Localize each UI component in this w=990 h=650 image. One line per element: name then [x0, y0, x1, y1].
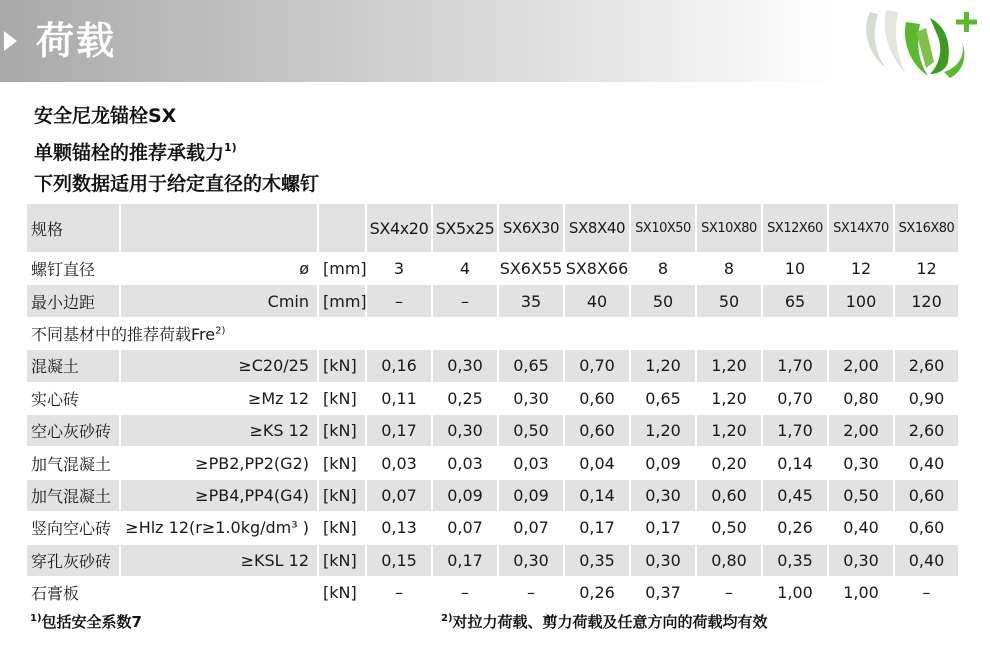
product-name: 安全尼龙锚栓SX	[34, 105, 177, 127]
cell-value: 1,00	[763, 577, 829, 609]
table-row	[27, 577, 960, 609]
footnote-2-text: 对拉力荷载、剪力荷载及任意方向的荷载均有效	[452, 613, 768, 631]
cell-value: 0,07	[433, 512, 499, 544]
footnote-2	[441, 611, 768, 632]
cell-value: 0,17	[631, 512, 697, 544]
screw-note-heading: 下列数据适用于给定直径的木螺钉	[34, 173, 320, 195]
row-unit: [kN]	[319, 512, 367, 544]
cell-value: 0,04	[565, 447, 631, 479]
cell-value: 3	[367, 253, 433, 285]
material-label: 石膏板	[27, 577, 121, 609]
cell-value: 0,70	[763, 383, 829, 415]
fischer-plus-logo-icon	[856, 2, 984, 82]
size-header: SX16X80	[895, 204, 960, 253]
size-header: SX5x25	[433, 204, 499, 253]
cell-value: 0,50	[697, 512, 763, 544]
material-label: 空心灰砂砖	[27, 415, 121, 447]
base-material-subheader	[27, 318, 960, 350]
cell-value: 10	[763, 253, 829, 285]
cell-value: 0,30	[433, 350, 499, 382]
table-row-subheader	[27, 318, 960, 350]
cell-value: 0,65	[499, 350, 565, 382]
cell-value: 0,14	[565, 480, 631, 512]
cell-value: 0,40	[829, 512, 895, 544]
cell-value: 50	[697, 285, 763, 317]
cell-value: 1,20	[697, 383, 763, 415]
size-header: SX4x20	[367, 204, 433, 253]
cell-value: 0,35	[763, 545, 829, 577]
size-header: SX8X40	[565, 204, 631, 253]
cell-value: 0,45	[763, 480, 829, 512]
cell-value: 0,03	[433, 447, 499, 479]
row-unit: [kN]	[319, 447, 367, 479]
footnote-1-mark: 1)	[30, 613, 42, 624]
load-table	[27, 204, 960, 609]
cell-value: 4	[433, 253, 499, 285]
cell-value: 0,30	[433, 415, 499, 447]
cell-value: SX8X66	[565, 253, 631, 285]
cell-value: 0,03	[499, 447, 565, 479]
cell-value: 0,20	[697, 447, 763, 479]
cell-value: 0,65	[631, 383, 697, 415]
subheader-text: 不同基材中的推荐荷载Fre	[31, 324, 216, 344]
cell-value: 0,30	[499, 545, 565, 577]
cell-value: 1,70	[763, 350, 829, 382]
size-header: SX10X50	[631, 204, 697, 253]
material-class: ≥C20/25	[121, 350, 319, 382]
spec-unit-cell	[319, 204, 367, 253]
cell-value: 0,70	[565, 350, 631, 382]
cell-value: 1,20	[631, 350, 697, 382]
footnote-2-mark: 2)	[441, 613, 453, 624]
cell-value: 1,20	[697, 415, 763, 447]
cell-value: 1,20	[631, 415, 697, 447]
cell-value: 2,00	[829, 350, 895, 382]
cell-value: 1,00	[829, 577, 895, 609]
size-header: SX14X70	[829, 204, 895, 253]
footnote-1-text: 包括安全系数7	[41, 613, 142, 631]
row-unit: [kN]	[319, 350, 367, 382]
row-unit: [kN]	[319, 577, 367, 609]
cell-value: –	[367, 577, 433, 609]
recommended-load-text: 单颗锚栓的推荐承载力	[34, 142, 225, 164]
footnote-ref-2: 2)	[215, 325, 226, 337]
table-row	[27, 350, 960, 382]
row-unit: [kN]	[319, 383, 367, 415]
cell-value: 8	[631, 253, 697, 285]
material-rows	[27, 350, 960, 609]
size-header: SX6X30	[499, 204, 565, 253]
row-symbol: ø	[121, 253, 319, 285]
cell-value: 0,07	[367, 480, 433, 512]
cell-value: 0,17	[367, 415, 433, 447]
cell-value: –	[697, 577, 763, 609]
row-symbol: Cmin	[121, 285, 319, 317]
material-label: 混凝土	[27, 350, 121, 382]
material-label: 竖向空心砖	[27, 512, 121, 544]
cell-value: 1,20	[697, 350, 763, 382]
cell-value: 65	[763, 285, 829, 317]
cell-value: 0,80	[829, 383, 895, 415]
material-class: ≥KS 12	[121, 415, 319, 447]
table-row	[27, 480, 960, 512]
cell-value: 0,26	[763, 512, 829, 544]
cell-value: 0,13	[367, 512, 433, 544]
row-unit: [mm]	[319, 253, 367, 285]
table-row-spec	[27, 204, 960, 253]
cell-value: 0,26	[565, 577, 631, 609]
headings	[34, 101, 319, 200]
cell-value: 0,60	[565, 383, 631, 415]
material-label: 加气混凝土	[27, 480, 121, 512]
size-header: SX12X60	[763, 204, 829, 253]
spec-empty-cell	[121, 204, 319, 253]
footnote-ref-1: 1)	[224, 141, 237, 154]
row-unit: [kN]	[319, 480, 367, 512]
cell-value: 0,40	[895, 447, 960, 479]
size-header: SX10X80	[697, 204, 763, 253]
cell-value: 12	[829, 253, 895, 285]
cell-value: 0,25	[433, 383, 499, 415]
material-class: ≥PB2,PP2(G2)	[121, 447, 319, 479]
spec-label: 规格	[27, 204, 121, 253]
table-row	[27, 512, 960, 544]
cell-value: 2,60	[895, 350, 960, 382]
material-class: ≥Hlz 12(r≥1.0kg/dm³ )	[121, 512, 319, 544]
material-class: ≥KSL 12	[121, 545, 319, 577]
cell-value: 2,60	[895, 415, 960, 447]
cell-value: –	[499, 577, 565, 609]
cell-value: 0,90	[895, 383, 960, 415]
cell-value: 0,50	[499, 415, 565, 447]
material-label: 穿孔灰砂砖	[27, 545, 121, 577]
cell-value: 0,17	[433, 545, 499, 577]
page-banner	[0, 0, 990, 82]
cell-value: –	[433, 577, 499, 609]
cell-value: 35	[499, 285, 565, 317]
cell-value: 0,15	[367, 545, 433, 577]
cell-value: 0,60	[565, 415, 631, 447]
row-unit: [mm]	[319, 285, 367, 317]
cell-value: 0,60	[895, 480, 960, 512]
cell-value: 0,09	[631, 447, 697, 479]
cell-value: 0,80	[697, 545, 763, 577]
table-row	[27, 545, 960, 577]
cell-value: –	[367, 285, 433, 317]
cell-value: 0,37	[631, 577, 697, 609]
row-label: 最小边距	[27, 285, 121, 317]
table-row	[27, 447, 960, 479]
cell-value: 0,09	[499, 480, 565, 512]
material-class	[121, 577, 319, 609]
table-row-edge	[27, 285, 960, 317]
banner-arrow-icon	[4, 31, 17, 51]
table-row	[27, 415, 960, 447]
cell-value: 12	[895, 253, 960, 285]
cell-value: 0,09	[433, 480, 499, 512]
page-title: 荷载	[36, 19, 117, 63]
material-label: 加气混凝土	[27, 447, 121, 479]
cell-value: 100	[829, 285, 895, 317]
material-class: ≥PB4,PP4(G4)	[121, 480, 319, 512]
cell-value: 1,70	[763, 415, 829, 447]
table-row-screw	[27, 253, 960, 285]
cell-value: 0,40	[895, 545, 960, 577]
cell-value: 0,07	[499, 512, 565, 544]
cell-value: 0,60	[697, 480, 763, 512]
cell-value: 40	[565, 285, 631, 317]
cell-value: 2,00	[829, 415, 895, 447]
recommended-load-heading	[34, 132, 319, 169]
cell-value: 50	[631, 285, 697, 317]
cell-value: –	[895, 577, 960, 609]
row-label: 螺钉直径	[27, 253, 121, 285]
cell-value: 0,17	[565, 512, 631, 544]
cell-value: 0,30	[631, 480, 697, 512]
cell-value: 0,30	[631, 545, 697, 577]
footnote-1	[30, 611, 142, 632]
material-label: 实心砖	[27, 383, 121, 415]
cell-value: 8	[697, 253, 763, 285]
row-unit: [kN]	[319, 545, 367, 577]
cell-value: 0,30	[499, 383, 565, 415]
cell-value: 120	[895, 285, 960, 317]
cell-value: 0,03	[367, 447, 433, 479]
cell-value: 0,30	[829, 447, 895, 479]
cell-value: 0,60	[895, 512, 960, 544]
table-row	[27, 383, 960, 415]
cell-value: 0,14	[763, 447, 829, 479]
material-class: ≥Mz 12	[121, 383, 319, 415]
row-unit: [kN]	[319, 415, 367, 447]
cell-value: 0,16	[367, 350, 433, 382]
cell-value: 0,50	[829, 480, 895, 512]
cell-value: 0,35	[565, 545, 631, 577]
cell-value: 0,30	[829, 545, 895, 577]
cell-value: 0,11	[367, 383, 433, 415]
cell-value: SX6X55	[499, 253, 565, 285]
cell-value: –	[433, 285, 499, 317]
